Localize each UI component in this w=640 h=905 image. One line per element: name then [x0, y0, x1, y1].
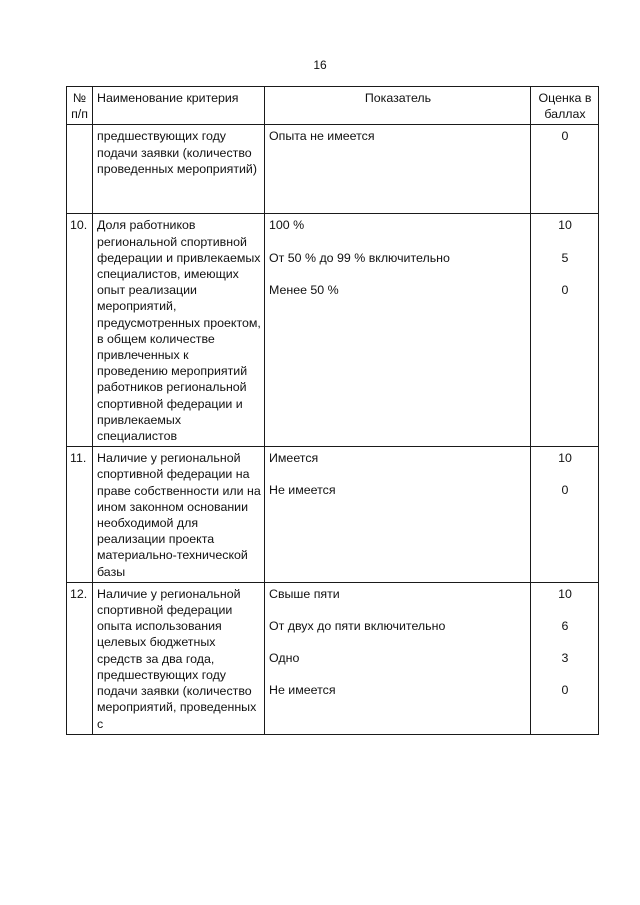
table-row — [67, 125, 599, 214]
page-number: 16 — [313, 58, 327, 72]
indicator-option: 100 % — [269, 218, 305, 233]
row-scores — [531, 447, 599, 583]
indicator-option: Имеется — [269, 451, 319, 466]
score-value: 0 — [561, 683, 569, 698]
score-value: 10 — [558, 218, 572, 233]
row-criterion: предшествующих году подачи заявки (количество проведенных мероприятий) — [93, 125, 265, 214]
indicator-option: Опыта не имеется — [269, 129, 375, 144]
row-scores — [531, 214, 599, 447]
row-number: 11. — [67, 447, 93, 583]
table-row — [67, 447, 599, 583]
row-indicators — [265, 214, 531, 447]
row-number: 12. — [67, 582, 93, 734]
score-value: 3 — [561, 651, 569, 666]
header-criterion: Наименование критерия — [93, 87, 265, 125]
row-criterion: Доля работников региональной спортивной федерации и привлекаемых специалистов, имеющих опыт реализации мероприятий, предусмотренных проектом, в общем количестве привлеченных к проведению мероприятий работников региональной спортивной федерации и привлекаемых специалистов — [93, 214, 265, 447]
indicator-option: От двух до пяти включительно — [269, 619, 446, 634]
score-value: 0 — [561, 483, 569, 498]
row-indicators — [265, 447, 531, 583]
indicator-option: От 50 % до 99 % включительно — [269, 250, 450, 265]
indicator-option: Не имеется — [269, 683, 336, 698]
indicator-option: Одно — [269, 651, 300, 666]
header-number: № п/п — [67, 87, 93, 125]
header-indicator: Показатель — [265, 87, 531, 125]
row-criterion: Наличие у региональной спортивной федерации опыта использования целевых бюджетных средств за два года, предшествующих году подачи заявки (количество мероприятий, проведенных с — [93, 582, 265, 734]
criteria-table — [66, 86, 599, 735]
score-value: 10 — [558, 451, 572, 466]
table-row — [67, 582, 599, 734]
indicator-option: Не имеется — [269, 483, 336, 498]
row-criterion: Наличие у региональной спортивной федерации на праве собственности или на ином законном основании необходимой для реализации проекта материально-технической базы — [93, 447, 265, 583]
table-header-row — [67, 87, 599, 125]
score-value: 6 — [561, 619, 569, 634]
table-row — [67, 214, 599, 447]
score-value: 0 — [561, 129, 569, 144]
row-number: 10. — [67, 214, 93, 447]
score-value: 10 — [558, 586, 572, 601]
row-indicators — [265, 582, 531, 734]
row-scores — [531, 582, 599, 734]
header-score: Оценка в баллах — [531, 87, 599, 125]
indicator-option: Менее 50 % — [269, 282, 339, 297]
row-scores — [531, 125, 599, 214]
score-value: 0 — [561, 282, 569, 297]
indicator-option: Свыше пяти — [269, 586, 340, 601]
row-number — [67, 125, 93, 214]
score-value: 5 — [561, 250, 569, 265]
row-indicators — [265, 125, 531, 214]
